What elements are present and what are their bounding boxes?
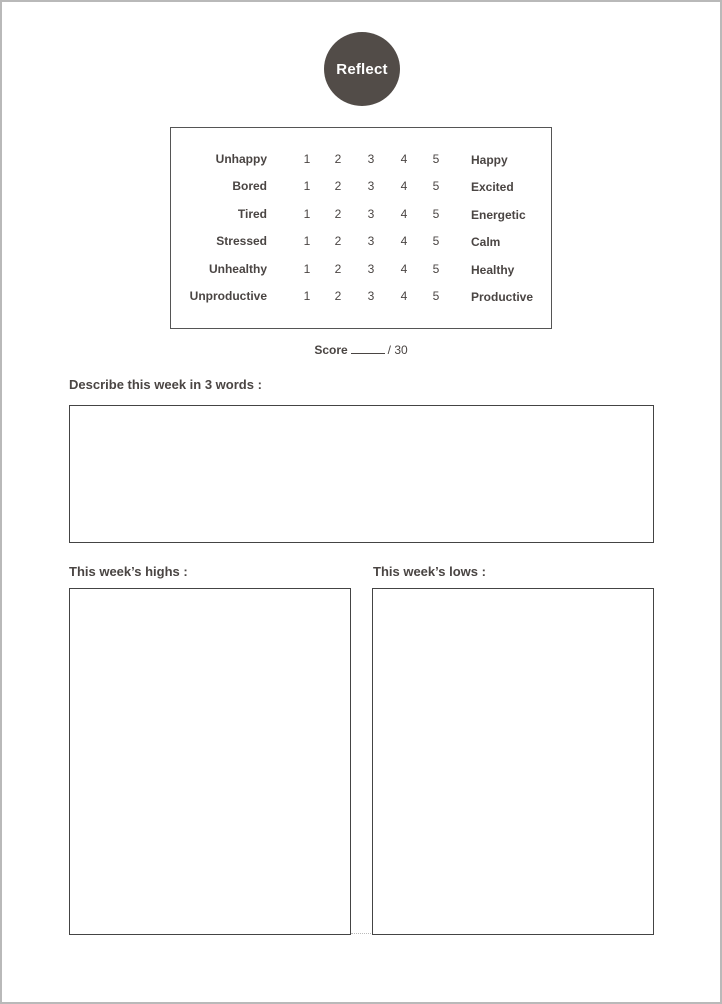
- scale-option[interactable]: 3: [367, 262, 375, 276]
- scale-option[interactable]: 4: [400, 179, 408, 193]
- scale-option[interactable]: 3: [367, 234, 375, 248]
- scale-left-label: Stressed: [216, 234, 267, 248]
- highs-box[interactable]: [69, 588, 351, 935]
- scale-option[interactable]: 5: [432, 262, 440, 276]
- scale-right-label: Happy: [471, 153, 508, 167]
- reflect-badge: [324, 32, 400, 106]
- scale-option[interactable]: 1: [303, 262, 311, 276]
- scale-option[interactable]: 3: [367, 179, 375, 193]
- lows-heading: This week’s lows :: [373, 564, 486, 579]
- lows-box[interactable]: [372, 588, 654, 935]
- scale-option[interactable]: 2: [334, 262, 342, 276]
- score-total: / 30: [387, 343, 408, 357]
- scale-right-label: Excited: [471, 180, 514, 194]
- scale-option[interactable]: 3: [367, 289, 375, 303]
- scale-option[interactable]: 5: [432, 179, 440, 193]
- scale-option[interactable]: 1: [303, 179, 311, 193]
- scale-row: [171, 179, 551, 199]
- highs-heading: This week’s highs :: [69, 564, 188, 579]
- three-words-box[interactable]: [69, 405, 654, 543]
- scale-row: [171, 152, 551, 172]
- scale-option[interactable]: 5: [432, 289, 440, 303]
- scale-option[interactable]: 2: [334, 207, 342, 221]
- scale-right-label: Productive: [471, 290, 534, 304]
- scale-left-label: Bored: [232, 179, 267, 193]
- scale-option[interactable]: 2: [334, 152, 342, 166]
- scale-option[interactable]: 2: [334, 289, 342, 303]
- scale-left-label: Unhappy: [215, 152, 267, 166]
- scale-option[interactable]: 3: [367, 152, 375, 166]
- mood-scale-table: [170, 127, 552, 329]
- scale-row: [171, 207, 551, 227]
- scale-left-label: Unproductive: [189, 289, 267, 303]
- score-blank-field[interactable]: [351, 343, 385, 354]
- three-words-heading: Describe this week in 3 words :: [69, 377, 262, 392]
- scale-row: [171, 262, 551, 282]
- scale-right-label: Healthy: [471, 263, 515, 277]
- scale-option[interactable]: 3: [367, 207, 375, 221]
- scale-option[interactable]: 2: [334, 234, 342, 248]
- scale-right-label: Energetic: [471, 208, 526, 222]
- scale-option[interactable]: 1: [303, 234, 311, 248]
- score-label: Score: [314, 343, 348, 357]
- box-divider: [351, 933, 371, 934]
- score-line: [2, 343, 720, 357]
- scale-option[interactable]: 5: [432, 207, 440, 221]
- scale-option[interactable]: 1: [303, 289, 311, 303]
- scale-option[interactable]: 5: [432, 152, 440, 166]
- reflect-badge-label: Reflect: [336, 60, 388, 78]
- scale-option[interactable]: 4: [400, 152, 408, 166]
- scale-right-label: Calm: [471, 235, 501, 249]
- scale-option[interactable]: 1: [303, 207, 311, 221]
- scale-row: [171, 289, 551, 309]
- scale-option[interactable]: 4: [400, 289, 408, 303]
- scale-option[interactable]: 4: [400, 234, 408, 248]
- scale-option[interactable]: 1: [303, 152, 311, 166]
- scale-option[interactable]: 5: [432, 234, 440, 248]
- scale-left-label: Tired: [237, 207, 267, 221]
- scale-option[interactable]: 4: [400, 262, 408, 276]
- scale-row: [171, 234, 551, 254]
- scale-left-label: Unhealthy: [208, 262, 267, 276]
- scale-option[interactable]: 4: [400, 207, 408, 221]
- scale-option[interactable]: 2: [334, 179, 342, 193]
